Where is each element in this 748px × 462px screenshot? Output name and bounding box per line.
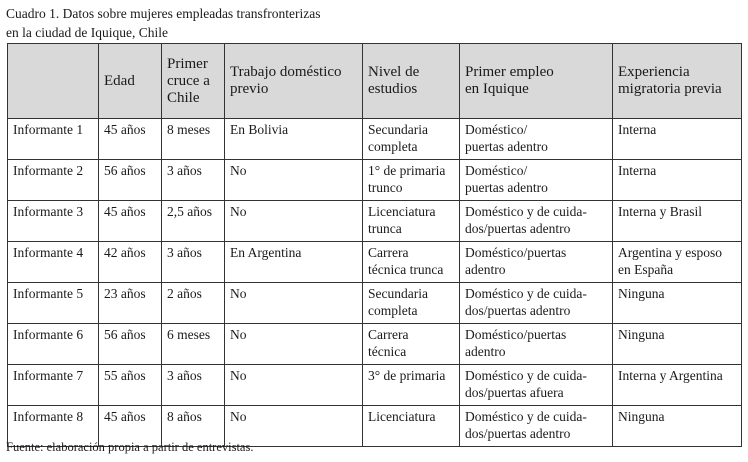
cell-trabajo-domestico: En Argentina xyxy=(225,242,363,283)
cell-primer-cruce: 2,5 años xyxy=(162,201,225,242)
cell-primer-cruce: 8 meses xyxy=(162,119,225,160)
cell-primer-empleo: Doméstico/ puertas adentro xyxy=(460,119,613,160)
cell-edad: 56 años xyxy=(99,160,162,201)
cell-experiencia: Interna xyxy=(613,119,742,160)
cell-informante: Informante 3 xyxy=(8,201,99,242)
cell-nivel-estudios: Secundaria completa xyxy=(363,119,460,160)
cell-primer-cruce: 3 años xyxy=(162,160,225,201)
header-row xyxy=(8,44,742,119)
cell-trabajo-domestico: No xyxy=(225,160,363,201)
cell-primer-empleo: Doméstico y de cuida- dos/puertas adentro xyxy=(460,406,613,447)
cell-nivel-estudios: Carrera técnica trunca xyxy=(363,242,460,283)
cell-primer-empleo: Doméstico/puertas adentro xyxy=(460,242,613,283)
table-row xyxy=(8,201,742,242)
cell-nivel-estudios: Carrera técnica xyxy=(363,324,460,365)
cell-edad: 55 años xyxy=(99,365,162,406)
cell-nivel-estudios: 3° de primaria xyxy=(363,365,460,406)
header-cell-blank xyxy=(8,44,99,119)
header-cell-trabajo-domestico: Trabajo doméstico previo xyxy=(225,44,363,119)
header-cell-primer-cruce: Primer cruce a Chile xyxy=(162,44,225,119)
cell-nivel-estudios: 1° de primaria trunco xyxy=(363,160,460,201)
table-row xyxy=(8,119,742,160)
cell-trabajo-domestico: En Bolivia xyxy=(225,119,363,160)
cell-primer-cruce: 3 años xyxy=(162,365,225,406)
cell-experiencia: Argentina y esposo en España xyxy=(613,242,742,283)
cell-informante: Informante 8 xyxy=(8,406,99,447)
cell-nivel-estudios: Secundaria completa xyxy=(363,283,460,324)
cell-primer-empleo: Doméstico/ puertas adentro xyxy=(460,160,613,201)
cell-informante: Informante 7 xyxy=(8,365,99,406)
cell-primer-empleo: Doméstico/puertas adentro xyxy=(460,324,613,365)
cell-experiencia: Interna y Brasil xyxy=(613,201,742,242)
table-row xyxy=(8,324,742,365)
cell-informante: Informante 1 xyxy=(8,119,99,160)
cell-primer-cruce: 3 años xyxy=(162,242,225,283)
cell-primer-cruce: 2 años xyxy=(162,283,225,324)
table-caption xyxy=(6,4,321,42)
cell-experiencia: Interna y Argentina xyxy=(613,365,742,406)
cell-trabajo-domestico: No xyxy=(225,283,363,324)
table-row xyxy=(8,365,742,406)
cell-trabajo-domestico: No xyxy=(225,324,363,365)
cell-primer-cruce: 8 años xyxy=(162,406,225,447)
cell-edad: 23 años xyxy=(99,283,162,324)
caption-line-2: en la ciudad de Iquique, Chile xyxy=(6,25,168,40)
cell-primer-empleo: Doméstico y de cuida- dos/puertas adentro xyxy=(460,283,613,324)
cell-primer-empleo: Doméstico y de cuida- dos/puertas adentro xyxy=(460,201,613,242)
cell-informante: Informante 4 xyxy=(8,242,99,283)
cell-edad: 45 años xyxy=(99,406,162,447)
cell-primer-cruce: 6 meses xyxy=(162,324,225,365)
header-cell-nivel-estudios: Nivel de estudios xyxy=(363,44,460,119)
cell-nivel-estudios: Licenciatura xyxy=(363,406,460,447)
cell-nivel-estudios: Licenciatura trunca xyxy=(363,201,460,242)
table-body xyxy=(8,119,742,447)
header-cell-primer-empleo: Primer empleo en Iquique xyxy=(460,44,613,119)
cell-trabajo-domestico: No xyxy=(225,406,363,447)
cell-edad: 42 años xyxy=(99,242,162,283)
cell-experiencia: Ninguna xyxy=(613,324,742,365)
cell-edad: 45 años xyxy=(99,201,162,242)
table-row xyxy=(8,160,742,201)
data-table xyxy=(7,43,742,447)
cell-experiencia: Ninguna xyxy=(613,283,742,324)
cell-edad: 45 años xyxy=(99,119,162,160)
header-cell-experiencia: Experiencia migratoria previa xyxy=(613,44,742,119)
cell-primer-empleo: Doméstico y de cuida- dos/puertas afuera xyxy=(460,365,613,406)
cell-edad: 56 años xyxy=(99,324,162,365)
caption-line-1: Cuadro 1. Datos sobre mujeres empleadas transfronterizas xyxy=(6,6,321,21)
cell-trabajo-domestico: No xyxy=(225,201,363,242)
cell-informante: Informante 2 xyxy=(8,160,99,201)
cell-informante: Informante 5 xyxy=(8,283,99,324)
header-cell-edad: Edad xyxy=(99,44,162,119)
cell-trabajo-domestico: No xyxy=(225,365,363,406)
table-row xyxy=(8,242,742,283)
cell-experiencia: Ninguna xyxy=(613,406,742,447)
table-header xyxy=(8,44,742,119)
cell-experiencia: Interna xyxy=(613,160,742,201)
source-note: Fuente: elaboración propia a partir de entrevistas. xyxy=(6,440,254,454)
table-row xyxy=(8,283,742,324)
cell-informante: Informante 6 xyxy=(8,324,99,365)
